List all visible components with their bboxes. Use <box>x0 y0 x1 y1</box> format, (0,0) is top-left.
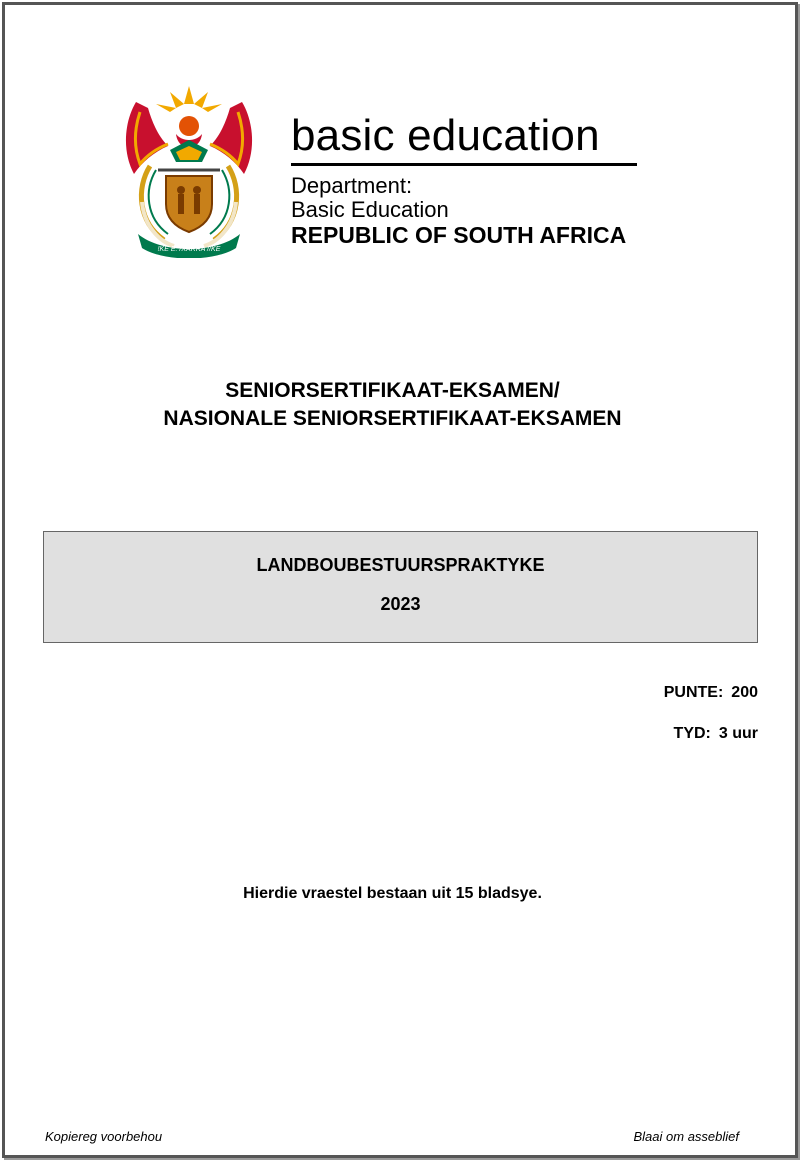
left-wing <box>126 102 168 174</box>
exam-heading-line1: SENIORSERTIFIKAAT-EKSAMEN/ <box>225 379 560 402</box>
turn-over-note: Blaai om asseblief <box>633 1129 739 1144</box>
right-wing <box>210 102 252 174</box>
country-name: REPUBLIC OF SOUTH AFRICA <box>291 222 627 248</box>
time-label: TYD: <box>673 725 711 742</box>
pages-note: Hierdie vraestel bestaan uit 15 bladsye. <box>243 885 542 902</box>
brand-title: basic education <box>291 111 600 160</box>
brand-divider <box>291 163 637 166</box>
department-name: Basic Education <box>291 197 449 222</box>
motto-text: !KE E: /XARRA //KE <box>157 246 221 253</box>
subject-year: 2023 <box>380 594 421 614</box>
brand-block <box>291 112 637 248</box>
department-label: Department: <box>291 173 413 198</box>
exam-heading <box>0 377 785 433</box>
marks-label: PUNTE: <box>663 684 724 701</box>
marks-line <box>664 684 758 702</box>
shield <box>166 176 212 232</box>
sun-rays <box>156 86 222 112</box>
exam-heading-line2: NASIONALE SENIORSERTIFIKAAT-EKSAMEN <box>163 407 622 430</box>
copyright-note: Kopiereg voorbehou <box>45 1129 163 1144</box>
time-line <box>674 725 758 743</box>
marks-value: 200 <box>731 684 758 701</box>
subject-name: LANDBOUBESTUURSPRAKTYKE <box>256 555 545 575</box>
subject-box <box>43 531 758 643</box>
bird-head <box>179 116 199 136</box>
time-value: 3 uur <box>718 725 758 742</box>
coat-of-arms-icon <box>118 82 260 258</box>
